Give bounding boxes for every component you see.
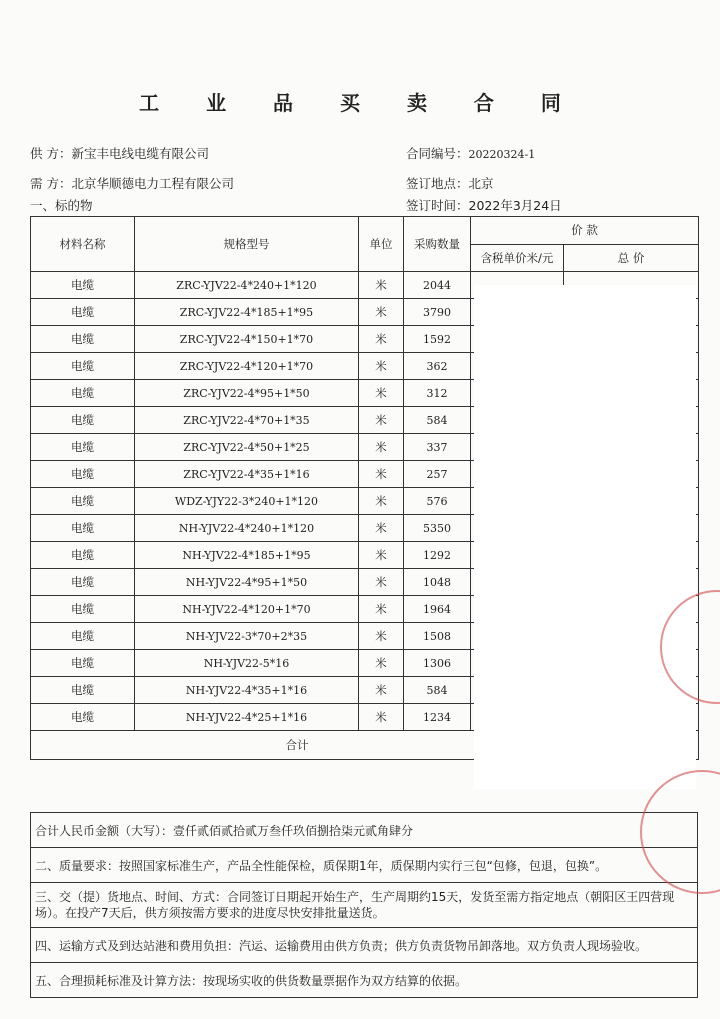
unit-cell: 米 (359, 704, 404, 731)
spec-cell: ZRC-YJV22-4*150+1*70 (135, 326, 359, 353)
qty-cell: 1592 (404, 326, 471, 353)
material-cell: 电缆 (31, 326, 135, 353)
material-cell: 电缆 (31, 353, 135, 380)
total-label: 合计 (31, 731, 564, 760)
sign-time-line (406, 196, 562, 214)
unit-cell: 米 (359, 542, 404, 569)
buyer-name: 北京华顺德电力工程有限公司 (71, 176, 234, 191)
unit-cell: 米 (359, 596, 404, 623)
qty-cell: 362 (404, 353, 471, 380)
spec-cell: ZRC-YJV22-4*70+1*35 (135, 407, 359, 434)
unit-cell: 米 (359, 326, 404, 353)
supplier-name: 新宝丰电线电缆有限公司 (71, 146, 209, 161)
header-material: 材料名称 (31, 217, 135, 272)
material-cell: 电缆 (31, 596, 135, 623)
section-1-heading: 一、标的物 (30, 198, 93, 213)
qty-cell: 337 (404, 434, 471, 461)
spec-cell: NH-YJV22-4*35+1*16 (135, 677, 359, 704)
contract-no-label: 合同编号： (406, 146, 469, 161)
term-loss: 五、合理损耗标准及计算方法：按现场实收的供货数量票据作为双方结算的依据。 (31, 963, 698, 998)
supplier-label: 供 方： (30, 146, 72, 161)
unit-cell: 米 (359, 515, 404, 542)
term-delivery: 三、交（提）货地点、时间、方式：合同签订日期起开始生产，生产周期约15天，发货至需方指定地点（朝阳区王四营现场）。在投产7天后，供方须按需方要求的进度尽快安排批量送货。 (31, 883, 698, 928)
unit-cell: 米 (359, 488, 404, 515)
spec-cell: NH-YJV22-4*185+1*95 (135, 542, 359, 569)
qty-cell: 1048 (404, 569, 471, 596)
unit-cell: 米 (359, 650, 404, 677)
unit-cell: 米 (359, 407, 404, 434)
spec-cell: NH-YJV22-4*240+1*120 (135, 515, 359, 542)
buyer-label: 需 方： (30, 176, 72, 191)
unit-cell: 米 (359, 272, 404, 299)
header-price-group: 价 款 (471, 217, 699, 245)
qty-cell: 1964 (404, 596, 471, 623)
qty-cell: 1508 (404, 623, 471, 650)
sign-place-line (406, 174, 494, 192)
qty-cell: 584 (404, 677, 471, 704)
qty-cell: 257 (404, 461, 471, 488)
unit-cell: 米 (359, 623, 404, 650)
sign-place: 北京 (468, 176, 494, 191)
qty-cell: 576 (404, 488, 471, 515)
unit-cell: 米 (359, 353, 404, 380)
spec-cell: NH-YJV22-3*70+2*35 (135, 623, 359, 650)
spec-cell: ZRC-YJV22-4*35+1*16 (135, 461, 359, 488)
material-cell: 电缆 (31, 434, 135, 461)
unit-cell: 米 (359, 380, 404, 407)
spec-cell: NH-YJV22-4*120+1*70 (135, 596, 359, 623)
qty-cell: 1234 (404, 704, 471, 731)
qty-cell: 1306 (404, 650, 471, 677)
header-unit-price: 含税单价米/元 (471, 244, 564, 272)
header-qty: 采购数量 (404, 217, 471, 272)
qty-cell: 5350 (404, 515, 471, 542)
unit-cell: 米 (359, 434, 404, 461)
header-spec: 规格型号 (135, 217, 359, 272)
material-cell: 电缆 (31, 677, 135, 704)
supplier-line (30, 144, 209, 162)
qty-cell: 584 (404, 407, 471, 434)
qty-cell: 312 (404, 380, 471, 407)
spec-cell: ZRC-YJV22-4*95+1*50 (135, 380, 359, 407)
contract-title: 工 业 品 买 卖 合 同 (139, 91, 581, 115)
material-cell: 电缆 (31, 650, 135, 677)
spec-cell: ZRC-YJV22-4*185+1*95 (135, 299, 359, 326)
header-unit: 单位 (359, 217, 404, 272)
spec-cell: ZRC-YJV22-4*240+1*120 (135, 272, 359, 299)
spec-cell: WDZ-YJY22-3*240+1*120 (135, 488, 359, 515)
material-cell: 电缆 (31, 407, 135, 434)
material-cell: 电缆 (31, 569, 135, 596)
material-cell: 电缆 (31, 380, 135, 407)
buyer-line (30, 174, 234, 192)
material-cell: 电缆 (31, 461, 135, 488)
qty-cell: 1292 (404, 542, 471, 569)
spec-cell: NH-YJV22-4*25+1*16 (135, 704, 359, 731)
term-quality: 二、质量要求：按照国家标准生产，产品全性能保检，质保期1年，质保期内实行三包“包修，包退，包换”。 (31, 848, 698, 883)
unit-cell: 米 (359, 299, 404, 326)
spec-cell: ZRC-YJV22-4*50+1*25 (135, 434, 359, 461)
unit-cell: 米 (359, 461, 404, 488)
unit-cell: 米 (359, 569, 404, 596)
sign-place-label: 签订地点： (406, 176, 469, 191)
spec-cell: NH-YJV22-4*95+1*50 (135, 569, 359, 596)
sign-time: 2022年3月24日 (468, 198, 562, 213)
material-cell: 电缆 (31, 515, 135, 542)
header-total: 总 价 (564, 244, 699, 272)
amount-in-words: 合计人民币金额（大写）：壹仟贰佰贰拾贰万叁仟玖佰捌拾柒元贰角肆分 (31, 813, 698, 848)
sign-time-label: 签订时间： (406, 198, 469, 213)
qty-cell: 3790 (404, 299, 471, 326)
material-cell: 电缆 (31, 542, 135, 569)
material-cell: 电缆 (31, 623, 135, 650)
qty-cell: 2044 (404, 272, 471, 299)
material-cell: 电缆 (31, 299, 135, 326)
contract-no-line (406, 144, 535, 162)
unit-cell: 米 (359, 677, 404, 704)
redaction-mask (474, 285, 696, 789)
spec-cell: ZRC-YJV22-4*120+1*70 (135, 353, 359, 380)
terms-table (30, 812, 698, 998)
term-transport: 四、运输方式及到达站港和费用负担：汽运、运输费用由供方负责；供方负责货物吊卸落地。双方负责人现场验收。 (31, 928, 698, 963)
material-cell: 电缆 (31, 704, 135, 731)
material-cell: 电缆 (31, 272, 135, 299)
spec-cell: NH-YJV22-5*16 (135, 650, 359, 677)
material-cell: 电缆 (31, 488, 135, 515)
contract-no: 20220324-1 (468, 148, 536, 161)
